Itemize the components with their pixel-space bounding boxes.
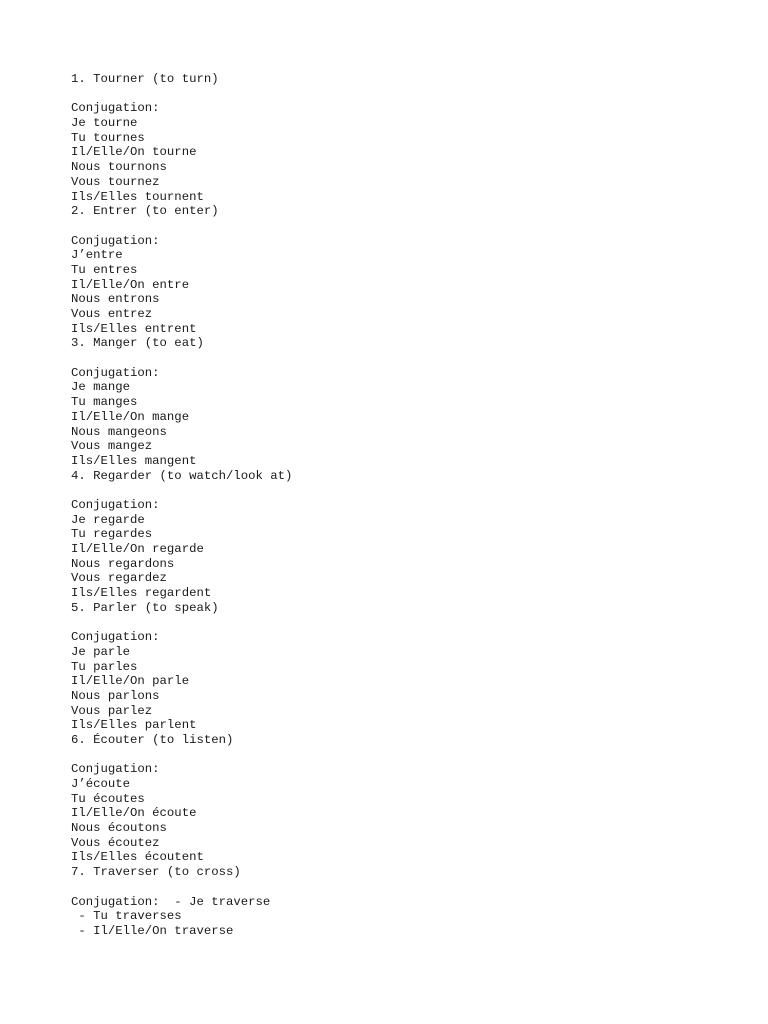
conjugation-form: J’entre [71, 248, 123, 263]
conjugation-form: Nous mangeons [71, 424, 167, 439]
conjugation-form: Nous écoutons [71, 821, 167, 836]
conjugation-form: Il/Elle/On entre [71, 277, 190, 292]
verb-block-parler [71, 601, 731, 733]
conjugation-form: Ils/Elles regardent [71, 586, 212, 601]
conjugation-form: Je parle [71, 644, 131, 659]
blank-line [71, 880, 731, 895]
conjugation-form: - Il/Elle/On traverse [71, 923, 234, 938]
conjugation-form: Tu manges [71, 395, 138, 410]
blank-line [71, 351, 731, 366]
conjugation-form: - Tu traverses [71, 909, 182, 924]
verb-block-manger [71, 336, 731, 468]
verb-block-ecouter [71, 733, 731, 865]
blank-line [71, 87, 731, 102]
verb-heading: 1. Tourner (to turn) [71, 72, 219, 86]
conjugation-form: Je tourne [71, 116, 138, 131]
conjugation-label: Conjugation: [71, 762, 160, 777]
conjugation-label: Conjugation: [71, 365, 160, 380]
conjugation-line: Conjugation: - Je traverse [71, 894, 271, 909]
verb-block-regarder [71, 469, 731, 601]
verb-heading: 6. Écouter (to listen) [71, 732, 234, 747]
conjugation-form: Nous regardons [71, 556, 175, 571]
verb-heading: 2. Entrer (to enter) [71, 204, 219, 219]
conjugation-form: Nous entrons [71, 292, 160, 307]
conjugation-form: Il/Elle/On écoute [71, 806, 197, 821]
conjugation-form: J’écoute [71, 777, 131, 791]
conjugation-form: Tu regardes [71, 527, 153, 542]
blank-line [71, 219, 731, 234]
blank-line [71, 615, 731, 630]
verb-heading: 4. Regarder (to watch/look at) [71, 468, 293, 483]
conjugation-form: Tu écoutes [71, 791, 145, 806]
conjugation-form: Tu entres [71, 262, 138, 277]
conjugation-form: Ils/Elles mangent [71, 453, 197, 468]
conjugation-form: Vous écoutez [71, 835, 160, 850]
conjugation-form: Tu parles [71, 659, 138, 674]
blank-line [71, 748, 731, 763]
conjugation-form: Nous parlons [71, 688, 160, 703]
blank-line [71, 483, 731, 498]
conjugation-form: Tu tournes [71, 130, 145, 145]
verb-heading: 7. Traverser (to cross) [71, 865, 241, 880]
conjugation-form: Ils/Elles tournent [71, 189, 204, 204]
conjugation-label: Conjugation: [71, 630, 160, 645]
conjugation-form: Il/Elle/On mange [71, 409, 190, 424]
conjugation-form: Ils/Elles parlent [71, 718, 197, 733]
conjugation-form: Il/Elle/On regarde [71, 542, 204, 556]
conjugation-form: Nous tournons [71, 160, 167, 175]
conjugation-label: Conjugation: [71, 233, 160, 248]
verb-block-tourner [71, 72, 731, 204]
conjugation-form: Ils/Elles entrent [71, 321, 197, 336]
document-page [71, 72, 731, 939]
verb-block-entrer [71, 204, 731, 336]
conjugation-form: Je mange [71, 380, 131, 395]
conjugation-form: Il/Elle/On parle [71, 674, 190, 689]
conjugation-form: Il/Elle/On tourne [71, 145, 197, 160]
conjugation-form: Vous regardez [71, 571, 167, 586]
verb-heading: 5. Parler (to speak) [71, 600, 219, 615]
conjugation-form: Vous parlez [71, 703, 153, 718]
conjugation-label: Conjugation: [71, 101, 160, 116]
conjugation-form: Je regarde [71, 512, 145, 527]
conjugation-label: Conjugation: [71, 497, 160, 512]
verb-block-traverser [71, 865, 731, 938]
conjugation-form: Ils/Elles écoutent [71, 850, 204, 865]
conjugation-form: Vous mangez [71, 439, 153, 454]
conjugation-form: Vous entrez [71, 307, 153, 321]
conjugation-form: Vous tournez [71, 174, 160, 189]
verb-heading: 3. Manger (to eat) [71, 336, 204, 351]
